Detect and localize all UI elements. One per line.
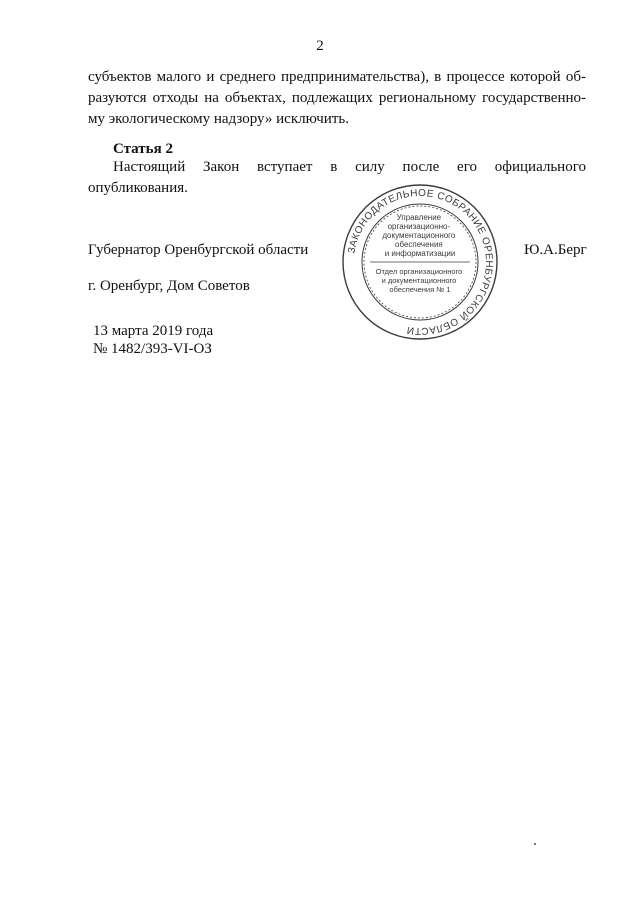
scan-speck <box>534 843 536 845</box>
seal-upper-line: и информатизации <box>384 249 456 258</box>
seal-lower-line: обеспечения № 1 <box>389 285 451 294</box>
signatory-title: Губернатор Оренбургской области <box>88 242 309 258</box>
signing-place: г. Оренбург, Дом Советов <box>88 278 250 294</box>
seal-upper-line: организационно- <box>387 222 451 231</box>
seal-lower-line: и документационного <box>381 276 457 285</box>
svg-text:Отдел организационного и д <box>376 267 465 294</box>
article-heading: Статья 2 <box>113 141 173 157</box>
article-paragraph <box>88 157 586 199</box>
seal-lower-line: Отдел организационного <box>375 267 463 276</box>
signing-date: 13 марта 2019 года <box>93 323 214 339</box>
law-registration-number: № 1482/393-VI-ОЗ <box>93 341 212 357</box>
paragraph-line: Настоящий Закон вступает в силу после его официального <box>113 159 586 175</box>
paragraph-line: разуются отходы на объектах, подлежащих региональному государственно- <box>88 90 586 106</box>
signatory-name: Ю.А.Берг <box>524 242 587 258</box>
paragraph-line: субъектов малого и среднего предпринимательства), в процессе которой об- <box>88 69 586 85</box>
continued-paragraph <box>88 67 586 130</box>
seal-upper-line: документационного <box>382 231 456 240</box>
svg-text:Управление организационно- <box>382 213 457 258</box>
seal-outer-ring-text: ЗАКОНОДАТЕЛЬНОЕ СОБРАНИЕ ОРЕНБУРГСКОЙ ОБЛАСТИ <box>346 187 495 337</box>
official-seal-stamp <box>340 182 500 342</box>
paragraph-line: опубликования. <box>88 180 188 196</box>
paragraph-line: му экологическому надзору» исключить. <box>88 111 349 127</box>
seal-upper-line: обеспечения <box>395 240 443 249</box>
seal-upper-line: Управление <box>396 213 442 222</box>
page-number: 2 <box>316 38 324 54</box>
